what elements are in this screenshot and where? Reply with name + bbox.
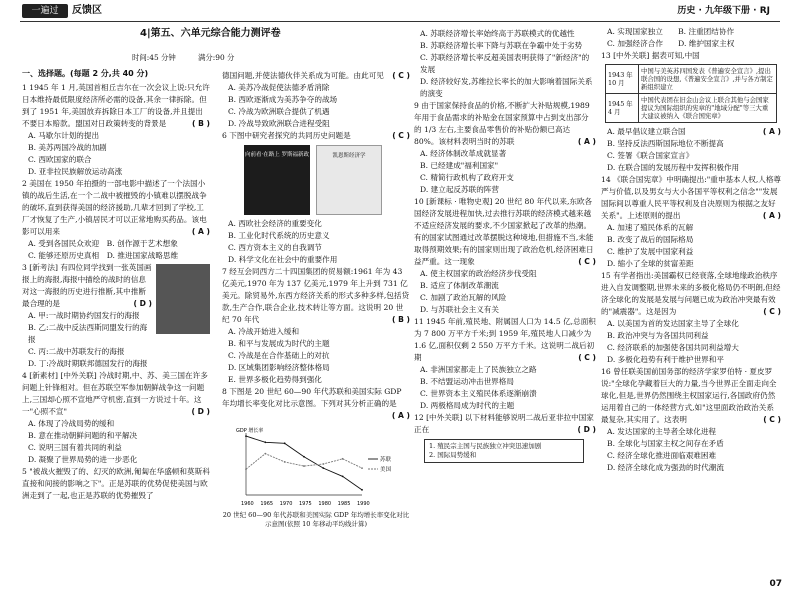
option: D. 科学文化在社会中的重要作用 <box>228 255 338 264</box>
option: C. 能够还原历史真相 D. 推进国家战略思维 <box>28 251 179 260</box>
brand-logo: 一遍过 <box>22 4 68 18</box>
question-16 <box>601 366 781 474</box>
x-tick-label: 1970 <box>279 501 293 507</box>
option: B. 不结盟运动冲击世界格局 <box>420 377 514 386</box>
option: C. 经济全球化推进面临艰难困难 <box>607 451 717 460</box>
question-13 <box>601 50 781 174</box>
page-title: 4|第五、六单元综合能力测评卷 <box>140 28 281 39</box>
question-text: 4 [新素材] [中外关联] 冷战时期,中、苏、美三国在许多问题上针锋相对。但在苏联空军参加朝鲜战争这一问题上,三国却心照不宣地严守机密,直到一方说过十年。这一"心照不宣" <box>22 371 208 416</box>
data-point <box>264 441 266 443</box>
header-area-label: 反馈区 <box>72 5 102 16</box>
x-tick-label: 1985 <box>337 501 351 507</box>
option: C. 说明三国有着共同的利益 <box>28 443 122 452</box>
material-box <box>424 439 584 463</box>
option: A. 经济体制改革成就显著 <box>420 149 507 158</box>
material-item: 1. 殖民宗主国与民族独立冲突迅速加剧 <box>429 442 542 450</box>
question-8 <box>222 386 410 529</box>
header-divider <box>20 21 780 22</box>
option: A. 发达国家的主导者全球化进程 <box>607 427 717 436</box>
option: C. 冷战为欧洲联合提供了机遇 <box>228 107 330 116</box>
question-9 <box>414 100 596 196</box>
table-cell-year: 1945 年 4 月 <box>606 94 639 123</box>
question-5 <box>22 466 210 502</box>
option: D. 经济较好发,苏维拉长率长的加大影响着国际关系的演变 <box>420 77 593 98</box>
data-point <box>322 467 324 469</box>
question-15 <box>601 270 781 366</box>
question-text: 10 [新课标 · 唯物史观] 20 世纪 80 年代以来,东欧各国经济发展进程加快,过去推行苏联的经济模式越来越不适应经济发展的要求,不少国家掀起了改革的热潮。有的国家试图通过改革摆脱这种境地,但措施不当,未能取得预期效果;有的国家则出现了政治危机,经济困难日益严重。这一现象 <box>414 197 594 266</box>
table-row <box>606 94 777 123</box>
option: C. 苏联经济增长率反超美国表明获得了"新经济"的发展 <box>420 53 590 74</box>
option: C. 加剧了政治瓦解的风险 <box>420 293 507 302</box>
question-text: 6 下图中研究者探究的共同历史问题是 <box>222 131 351 140</box>
data-point <box>322 463 324 465</box>
option: A. 以美国为首的发达国家主导了全球化 <box>607 319 739 328</box>
question-text: 12 [中外关联] 以下材料能够说明二战后亚非拉中国家正在 <box>414 413 594 434</box>
answer: ( A ) <box>391 411 410 420</box>
question-5-cont <box>222 70 410 130</box>
option: A. 冷战开始进入缓和 <box>228 327 300 336</box>
question-text: 1 1945 年 1 月,英国首相丘吉尔在一次会议上说:只允许日本维持最低限度经济所必需的设备,其余一律拆除。但到了 1951 年,美国放弃拆除日本工厂的设备,并且提出不要日本赔款。盟国对日政策转变的背景是 <box>22 83 210 128</box>
table-cell-event: 中国代表团在旧金山会议上联合其他与会国家提议为国际组织的宪章的"地域分配"等三大重大建议被纳入《联合国宪章》 <box>639 94 777 123</box>
option: B. 政治冲突与为各国共同利益 <box>607 331 709 340</box>
option: A. 马歇尔计划的提出 <box>28 131 100 140</box>
question-text: 16 曾任联美国前国务部的经济学家罗伯特 · 夏皮罗说:"全球化孕藏着巨大的力量,当今世界正全面走向全球化,但是,世界仍然围绕主权国家运行,各国政府仍然运用着自己的一体经营方式,如"这里面政治政治关系最复杂,其实用了。这表明 <box>601 367 777 424</box>
table-row <box>606 65 777 94</box>
data-point <box>361 467 363 469</box>
table-cell-year: 1943 年 10 月 <box>606 65 639 94</box>
answer: ( C ) <box>392 71 410 80</box>
table-cell-event: 中国与美英苏四国发表《普遍安全宣言》,提出联合国的设想,《普遍安全宣言》,并与各方制定新组织建立 <box>639 65 777 94</box>
option: B. 坚持反法西斯国际地位不断提高 <box>607 139 724 148</box>
option: D. 多极化趋势有利于维护世界和平 <box>607 355 724 364</box>
option: B. 工业化时代系统的历史意义 <box>228 231 330 240</box>
answer: ( A ) <box>191 227 210 236</box>
question-text: 13 [中外关联] 据表可知,中国 <box>601 51 700 60</box>
answer: ( C ) <box>392 131 410 140</box>
question-4 <box>22 370 210 466</box>
question-14 <box>601 174 781 270</box>
page-header <box>0 0 800 22</box>
data-point <box>342 458 344 460</box>
answer: ( B ) <box>191 119 210 128</box>
answer: ( A ) <box>577 137 596 146</box>
option: A. 西欧社会经济的重要变化 <box>228 219 322 228</box>
data-point <box>361 489 363 491</box>
option: D. 两极格局成为时代的主题 <box>420 401 515 410</box>
question-12-options <box>601 26 781 50</box>
data-point <box>342 476 344 478</box>
option: B. 美苏两国冷战的加剧 <box>28 143 107 152</box>
option: C. 加强经济合作 D. 维护国家主权 <box>607 39 735 48</box>
option: D. 丁:冷战时期联邦德国发行的海报 <box>28 359 148 368</box>
book-cover-2: 凯恩斯经济学 <box>316 145 382 215</box>
x-tick-label: 1980 <box>318 501 332 507</box>
option: B. 适应了体制改革潮流 <box>420 281 499 290</box>
option: D. 缩小了全球的贫富差距 <box>607 259 694 268</box>
option: A. 非洲国家都走上了民族独立之路 <box>420 365 537 374</box>
series-line-苏联 <box>246 436 362 490</box>
question-10 <box>414 196 596 316</box>
question-text: 9 由于国家保持食品的价格,不断扩大补贴规模,1989 年用于食品需求的补贴金在国家预算中占到支出部分的 1/3 左右,主要食品零售价的补贴份额已高达 80%。该材料表明当时的苏联 <box>414 101 590 146</box>
option: B. 和平与发展成为时代的主题 <box>228 339 330 348</box>
x-tick-label: 1965 <box>260 501 274 507</box>
x-tick-label: 1975 <box>299 501 312 507</box>
option: C. 签署《联合国家宣言》 <box>607 151 694 160</box>
question-6 <box>222 130 410 266</box>
book-cover-1: 向前看·在路上 罗斯福新政 <box>244 145 310 215</box>
answer: ( D ) <box>577 425 596 434</box>
option: A. 体现了冷战局势的缓和 <box>28 419 115 428</box>
question-text: 7 经互会同西方二十四国集团的贸易额:1961 年为 43 亿美元,1970 年为 137 亿美元,1979 年上升到 731 亿美元。除贸易外,东西方经济关系的形式多种多样,包括贷款,生产合作,联合企业,技术转让等方面。这说明 20 世纪 70 年代 <box>222 267 410 324</box>
option: A. 甲:一战时期协约国发行的海报 <box>28 311 140 320</box>
option: B. 全球化与国家主权之间存在矛盾 <box>607 439 724 448</box>
option: B. 西欧逐渐成为美苏争夺的战场 <box>228 95 338 104</box>
option: D. 经济全球化成为强劲的时代潮流 <box>607 463 724 472</box>
gdp-growth-chart <box>232 425 402 507</box>
option: B. 乙:二战中反法西斯同盟发行的海报 <box>28 323 148 344</box>
answer: ( A ) <box>762 211 781 220</box>
option: A. 使主权国家的政治经济步伐受阻 <box>420 269 537 278</box>
option: C. 经济联系的加强使各国共同利益增大 <box>607 343 739 352</box>
option: C. 世界资本主义殖民体系逐渐崩溃 <box>420 389 537 398</box>
option: B. 意在推动朝鲜问题的和平解决 <box>28 431 138 440</box>
question-3 <box>22 262 210 370</box>
section-heading: 一、选择题。(每题 2 分,共 40 分) <box>22 69 149 78</box>
history-table <box>605 64 777 123</box>
exam-meta: 时间:45 分钟 满分:90 分 <box>132 53 235 62</box>
y-axis-label: GDP 增长率 <box>236 428 264 434</box>
legend-label: 美国 <box>380 467 392 473</box>
option: C. 精简行政机构了政府开支 <box>420 173 514 182</box>
question-7 <box>222 266 410 386</box>
option: D. 与苏联社会主义有关 <box>420 305 499 314</box>
answer: ( C ) <box>578 257 596 266</box>
data-point <box>303 456 305 458</box>
option: D. 冷战导致欧洲联合进程受阻 <box>228 119 330 128</box>
column-3 <box>414 26 596 463</box>
title-bar <box>22 26 281 46</box>
book-covers <box>244 145 410 215</box>
answer: ( A ) <box>762 127 781 136</box>
column-4 <box>601 26 781 474</box>
answer: ( C ) <box>578 353 596 362</box>
option: A. 实现国家独立 B. 注重团结协作 <box>607 27 735 36</box>
question-text: 8 下图是 20 世纪 60—90 年代苏联和美国实际 GDP 年均增长率变化对比示意图。下列对其分析正确的是 <box>222 387 402 408</box>
option: D. 在联合国的发展历程中发挥积极作用 <box>607 163 740 172</box>
x-tick-label: 1960 <box>241 501 254 507</box>
option: C. 冷战是在合作基础上的对抗 <box>228 351 330 360</box>
question-text: 11 1945 年前,殖民地、附属国人口为 14.5 亿,总面积为 7 800 万平方千米;到 1959 年,殖民地人口减少为 1.6 亿,面积仅剩 2 550 万平方千米。这说明二战后初期 <box>414 317 596 362</box>
answer: ( C ) <box>763 415 781 424</box>
option: D. 区域集团影响经济整体格局 <box>228 363 330 372</box>
answer: ( B ) <box>391 315 410 324</box>
option: A. 加速了殖民体系的瓦解 <box>607 223 694 232</box>
option: A. 最早倡议建立联合国 <box>607 127 686 136</box>
option: D. 亚非拉民族解放运动高涨 <box>28 167 123 176</box>
option: B. 苏联经济增长率下降与苏联在争霸中处于劣势 <box>420 41 583 50</box>
question-1 <box>22 82 210 178</box>
answer: ( D ) <box>191 407 210 416</box>
answer: ( D ) <box>133 299 152 308</box>
option: D. 建立起反苏联的阵营 <box>420 185 499 194</box>
chart-caption: 20 世纪 60—90 年代苏联和美国实际 GDP 年均增长率变化对比示意图(依照 10 年移动平均线计算) <box>222 511 410 528</box>
question-2 <box>22 178 210 262</box>
legend-label: 苏联 <box>380 457 392 463</box>
question-text: 14 《联合国宪章》中明确提出:"重申基本人权,人格尊严与价值,以及男女与大小各国平等权利之信念""发展国际间以尊重人民平等权利及自决原则为根据之友好关系"。上述原则的提出 <box>601 175 782 220</box>
data-point <box>245 468 247 470</box>
option: E. 世界多极化趋势得到强化 <box>228 375 322 384</box>
question-text: 2 美国在 1950 年拍摄的一部电影中描述了一个法国小镇的战后生活,在一个二战中被摧毁的小镇难以摆脱战争的破坏,直到获得美国的经济援助,几辈才回到了学校,工厂才恢复了生产,小镇居民才可以正常地购买药品。该电影可以用来 <box>22 179 207 236</box>
page-number: 07 <box>769 579 782 589</box>
question-text: 德国问题,并使法德伙伴关系成为可能。由此可见 <box>222 71 384 80</box>
data-point <box>245 435 247 437</box>
option: B. 改变了战后的国际格局 <box>607 235 694 244</box>
question-text: 3 [新考法] 有四位同学找到一张英国画报上的海报,海报中描绘的战时的信息对这一海报的历史进行推断,其中推断最合理的是 <box>22 263 152 308</box>
option: A. 美苏冷战促使法德矛盾消除 <box>228 83 330 92</box>
data-point <box>284 442 286 444</box>
option: C. 西方资本主义的自我调节 <box>228 243 322 252</box>
data-point <box>303 465 305 467</box>
option: C. 丙:二战中苏联发行的海报 <box>28 347 125 356</box>
question-11 <box>414 316 596 412</box>
data-point <box>264 453 266 455</box>
data-point <box>284 461 286 463</box>
question-12 <box>414 412 596 463</box>
option: C. 维护了发展中国家利益 <box>607 247 694 256</box>
answer: ( C ) <box>763 307 781 316</box>
x-tick-label: 1990 <box>357 501 370 507</box>
header-subject: 历史 · 九年级下册 · RJ <box>677 6 770 16</box>
question-text: 15 有学者指出:美国霸权已经衰落,全球地缘政治秩序进入自发调整期,世界未来的多极化格局仍不明朗,但经济全球化的发展是发展与问题已成为政治冲突最有效的"减震器"。这是因为 <box>601 271 781 316</box>
material-item: 2. 国际局势缓和 <box>429 451 477 459</box>
option: D. 凝聚了世界局势的进一步恶化 <box>28 455 138 464</box>
option: A. 受到各国民众欢迎 B. 创作源于艺术想象 <box>28 239 178 248</box>
poster-image <box>156 264 210 334</box>
option: C. 西欧国家的联合 <box>28 155 92 164</box>
column-2 <box>222 70 410 529</box>
option: B. 已经建成"福利国家" <box>420 161 499 170</box>
question-text: 5 "被战火摧毁了的、幻灭的欧洲,匍匐在华盛顿和莫斯科直接和间接的影响之下"。正是苏联的优势促使美国与欧洲走到了一起,也正是苏联的优势摧毁了 <box>22 467 210 500</box>
question-8-options <box>414 28 596 100</box>
option: A. 苏联经济增长率始终高于苏联模式的优越性 <box>420 29 575 38</box>
